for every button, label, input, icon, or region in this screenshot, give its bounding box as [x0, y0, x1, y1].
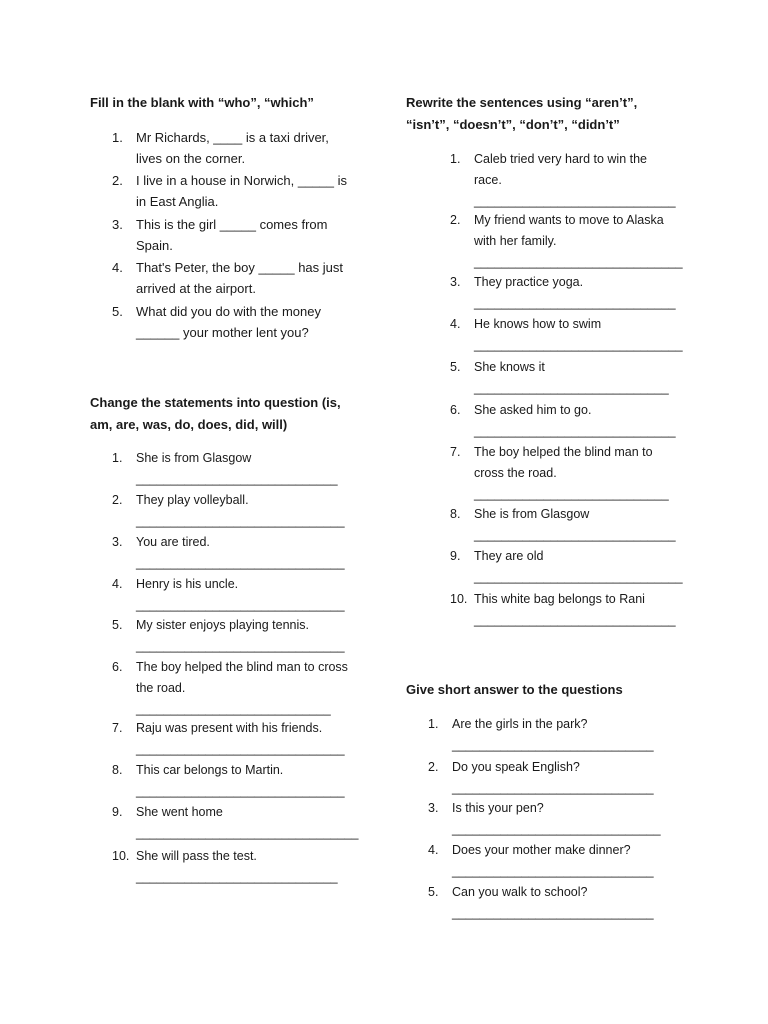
item-number: 5. [112, 304, 123, 319]
answer-blank[interactable]: ______________________________ [474, 255, 683, 269]
item-text: Henry is his uncle. [136, 577, 239, 591]
section4-item [428, 798, 668, 840]
item-number: 5. [112, 618, 123, 632]
section3-item [450, 149, 690, 212]
item-text: Are the girls in the park? [452, 717, 588, 731]
section3-item [450, 504, 690, 546]
item-number: 3. [450, 275, 461, 289]
answer-blank[interactable]: ____________________________ [136, 702, 331, 716]
item-text: Spain. [136, 238, 173, 253]
section2-title-line1: Change the statements into question (is, [90, 395, 341, 410]
section2-title-line2: am, are, was, do, does, did, will) [90, 417, 288, 432]
section1-item [112, 301, 382, 343]
answer-blank[interactable]: ______________________________ [136, 784, 345, 798]
answer-blank[interactable]: _____________________________ [136, 472, 338, 486]
item-text: Caleb tried very hard to win the [474, 152, 648, 166]
item-number: 3. [112, 535, 123, 549]
answer-blank[interactable]: _____________________________ [452, 781, 654, 795]
item-text: The boy helped the blind man to [474, 445, 653, 459]
item-number: 10. [450, 592, 468, 606]
section1-item [112, 127, 382, 169]
answer-blank[interactable]: ______________________________ [136, 556, 345, 570]
item-number: 8. [112, 763, 123, 777]
answer-blank[interactable]: ______________________________ [452, 822, 661, 836]
item-number: 1. [112, 130, 123, 145]
item-text: Mr Richards, ____ is a taxi driver, [136, 130, 329, 145]
section3-item [450, 314, 690, 356]
item-text: They are old [474, 549, 544, 563]
section4-item [428, 757, 668, 799]
item-text: Can you walk to school? [452, 885, 588, 899]
section2-item [112, 615, 372, 657]
section1-item [112, 214, 382, 256]
section3-item [450, 210, 690, 273]
section4-title: Give short answer to the questions [406, 682, 623, 697]
section4-item [428, 882, 668, 924]
section4-item [428, 714, 668, 756]
item-text: arrived at the airport. [136, 281, 256, 296]
item-number: 7. [450, 445, 461, 459]
section3-title-line2: “isn’t”, “doesn’t”, “don’t”, “didn’t” [406, 117, 620, 132]
item-text: lives on the corner. [136, 151, 246, 166]
item-number: 6. [112, 660, 123, 674]
item-text: ______ your mother lent you? [136, 325, 309, 340]
item-text: with her family. [474, 234, 557, 248]
item-number: 3. [428, 801, 439, 815]
answer-blank[interactable]: ____________________________ [474, 487, 669, 501]
item-number: 5. [450, 360, 461, 374]
item-number: 4. [450, 317, 461, 331]
item-text: She is from Glasgow [136, 451, 252, 465]
section3-item [450, 589, 690, 631]
answer-blank[interactable]: ______________________________ [136, 742, 345, 756]
item-text: She knows it [474, 360, 545, 374]
answer-blank[interactable]: ______________________________ [136, 598, 345, 612]
section3-item [450, 442, 690, 505]
answer-blank[interactable]: ______________________________ [136, 639, 345, 653]
answer-blank[interactable]: ______________________________ [136, 514, 345, 528]
section3-title-line1: Rewrite the sentences using “aren’t”, [406, 95, 638, 110]
section2-item [112, 802, 372, 844]
section2-item [112, 718, 372, 760]
section2-item [112, 448, 372, 490]
item-text: That's Peter, the boy _____ has just [136, 260, 344, 275]
item-number: 6. [450, 403, 461, 417]
item-number: 1. [112, 451, 123, 465]
item-text: the road. [136, 681, 186, 695]
item-text: The boy helped the blind man to cross [136, 660, 348, 674]
section3-title [406, 92, 637, 136]
item-text: This car belongs to Martin. [136, 763, 284, 777]
answer-blank[interactable]: _____________________________ [474, 613, 676, 627]
answer-blank[interactable]: _____________________________ [136, 870, 338, 884]
section1-item [112, 257, 382, 299]
item-text: She asked him to go. [474, 403, 592, 417]
item-number: 2. [112, 173, 123, 188]
item-text: She will pass the test. [136, 849, 257, 863]
item-text: I live in a house in Norwich, _____ is [136, 173, 348, 188]
item-text: My sister enjoys playing tennis. [136, 618, 309, 632]
item-text: Is this your pen? [452, 801, 544, 815]
section2-item [112, 490, 372, 532]
item-number: 2. [112, 493, 123, 507]
item-text: Raju was present with his friends. [136, 721, 323, 735]
item-number: 9. [112, 805, 123, 819]
item-text: They practice yoga. [474, 275, 584, 289]
item-number: 10. [112, 849, 130, 863]
answer-blank[interactable]: ________________________________ [136, 826, 359, 840]
section2-item [112, 760, 372, 802]
section3-item [450, 400, 690, 442]
section3-item [450, 357, 690, 399]
item-text: Do you speak English? [452, 760, 580, 774]
answer-blank[interactable]: _____________________________ [474, 424, 676, 438]
item-number: 3. [112, 217, 123, 232]
section2-item [112, 846, 372, 888]
item-number: 8. [450, 507, 461, 521]
section3-item [450, 546, 690, 588]
answer-blank[interactable]: _____________________________ [452, 864, 654, 878]
item-number: 1. [450, 152, 461, 166]
item-text: She is from Glasgow [474, 507, 590, 521]
answer-blank[interactable]: ____________________________ [474, 381, 669, 395]
item-text: in East Anglia. [136, 194, 219, 209]
section2-item [112, 574, 372, 616]
section2-item [112, 532, 372, 574]
section3-item [450, 272, 690, 314]
item-number: 5. [428, 885, 439, 899]
item-text: race. [474, 173, 502, 187]
item-text: Does your mother make dinner? [452, 843, 631, 857]
answer-blank[interactable]: ______________________________ [474, 338, 683, 352]
item-text: This is the girl _____ comes from [136, 217, 328, 232]
section2-item [112, 657, 372, 720]
item-text: cross the road. [474, 466, 557, 480]
item-number: 2. [428, 760, 439, 774]
answer-blank[interactable]: _____________________________ [474, 194, 676, 208]
section4-item [428, 840, 668, 882]
item-number: 9. [450, 549, 461, 563]
item-text: He knows how to swim [474, 317, 602, 331]
item-number: 1. [428, 717, 439, 731]
item-text: This white bag belongs to Rani [474, 592, 645, 606]
item-text: What did you do with the money [136, 304, 321, 319]
section1-item [112, 170, 382, 212]
item-number: 2. [450, 213, 461, 227]
answer-blank[interactable]: ______________________________ [474, 570, 683, 584]
item-text: They play volleyball. [136, 493, 249, 507]
answer-blank[interactable]: _____________________________ [474, 296, 676, 310]
answer-blank[interactable]: _____________________________ [452, 906, 654, 920]
item-text: My friend wants to move to Alaska [474, 213, 664, 227]
item-number: 4. [112, 577, 123, 591]
answer-blank[interactable]: _____________________________ [474, 528, 676, 542]
item-text: She went home [136, 805, 223, 819]
item-number: 4. [428, 843, 439, 857]
answer-blank[interactable]: _____________________________ [452, 738, 654, 752]
item-number: 4. [112, 260, 123, 275]
item-number: 7. [112, 721, 123, 735]
item-text: You are tired. [136, 535, 210, 549]
section1-title: Fill in the blank with “who”, “which” [90, 95, 314, 110]
section2-title [90, 392, 341, 436]
